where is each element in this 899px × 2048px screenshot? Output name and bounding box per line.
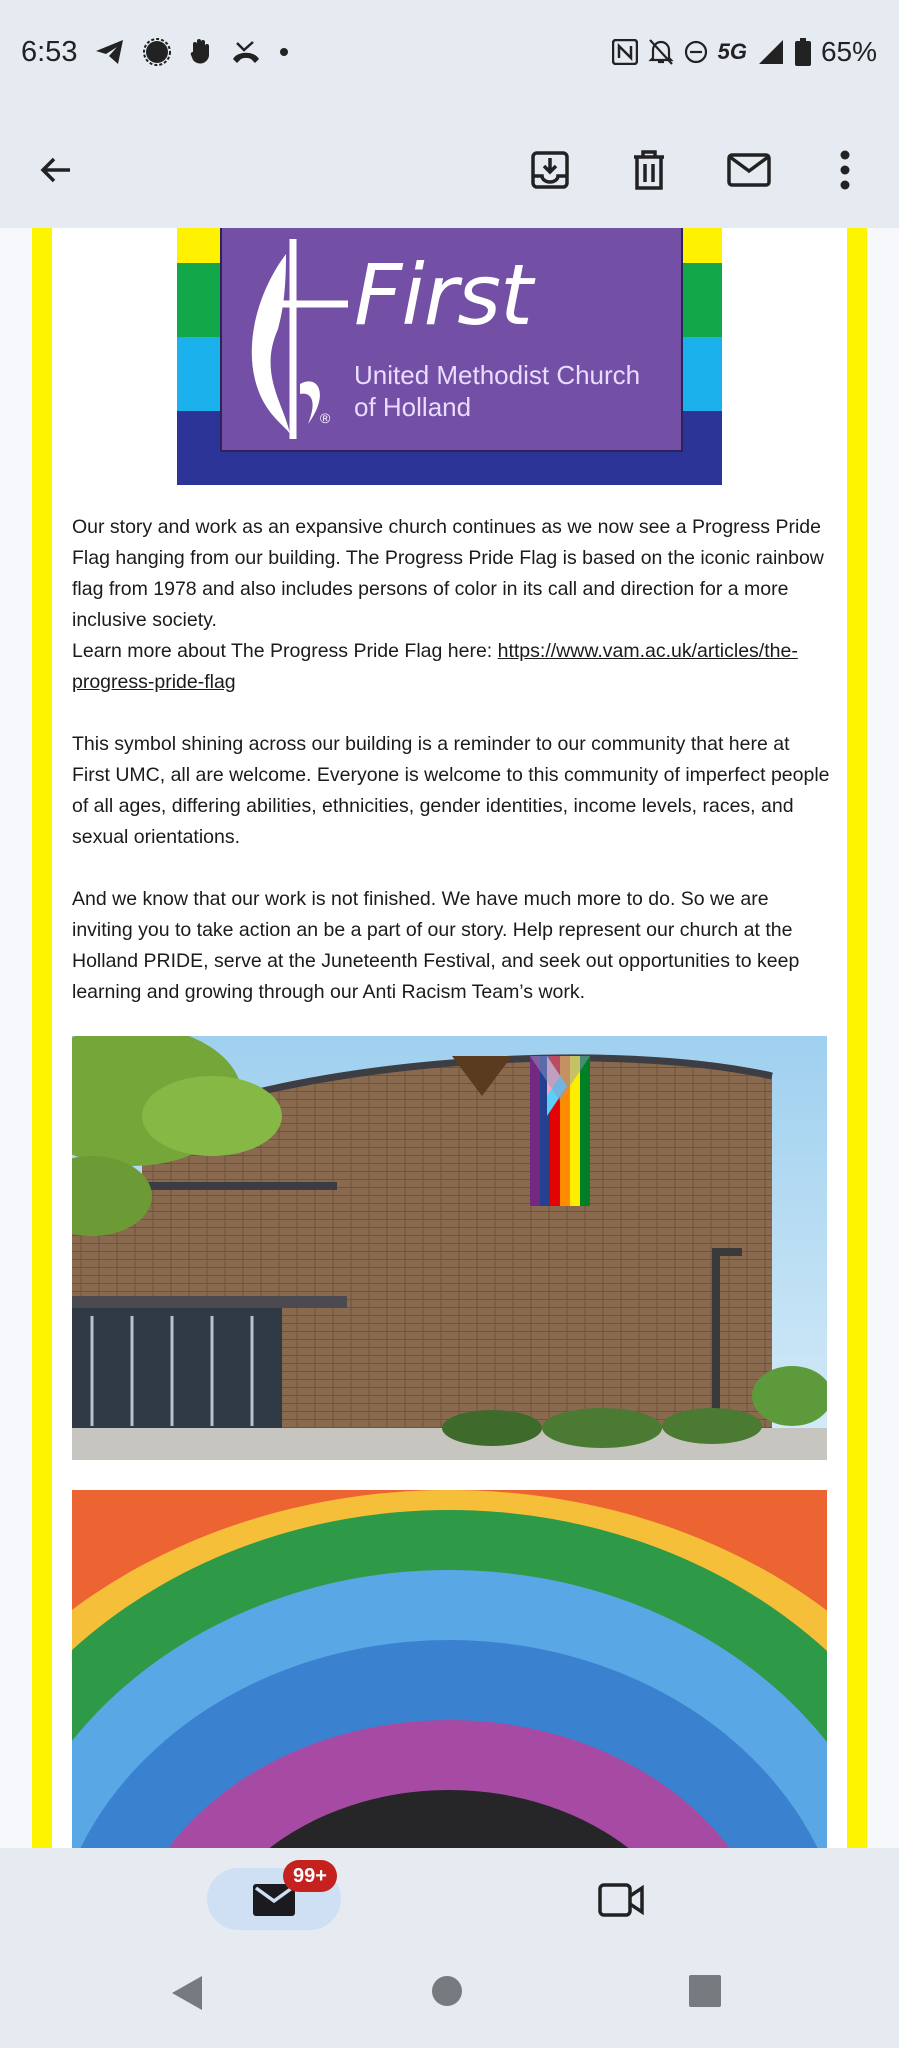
mail-unread-badge: 99+	[283, 1860, 337, 1892]
battery-icon	[795, 38, 811, 66]
system-recents-button[interactable]	[688, 1974, 738, 2024]
status-bar	[0, 0, 899, 112]
network-5g-icon: 5G	[717, 39, 747, 64]
paragraph-pride-flag	[72, 512, 832, 698]
logo-registered: ®	[320, 410, 331, 426]
rainbow-painting-photo[interactable]	[72, 1490, 827, 1848]
system-back-button[interactable]	[170, 1974, 220, 2024]
missed-call-icon	[231, 39, 261, 65]
mute-icon	[648, 38, 674, 66]
paragraph-welcome: This symbol shining across our building is a reminder to our community that here at First UMC, all are welcome. Everyone is welcome to this community of imperfect people of all ages, differing abilities, ethnicities, gender identities, income levels, races, and sexual orientations.	[72, 733, 830, 848]
church-building-image	[72, 1036, 827, 1460]
archive-icon	[530, 150, 570, 190]
notification-icons	[95, 38, 289, 66]
back-button[interactable]	[26, 140, 86, 200]
learn-more-label: Learn more about The Progress Pride Flag here:	[72, 640, 498, 662]
nfc-icon	[612, 39, 638, 65]
video-icon	[598, 1883, 644, 1917]
pride-flag-link[interactable]: https://www.vam.ac.uk/articles/the-progress-pride-flag	[72, 640, 798, 693]
logo-subtitle-line1: United Methodist Church	[354, 360, 641, 390]
mark-unread-button[interactable]	[719, 140, 779, 200]
church-logo	[177, 228, 722, 485]
square-recents-icon	[688, 1974, 722, 2008]
more-options-button[interactable]	[815, 140, 875, 200]
yellow-frame-right	[847, 228, 867, 1848]
triangle-back-icon	[170, 1974, 204, 2012]
telegram-icon	[95, 39, 125, 65]
meet-tab[interactable]	[586, 1870, 656, 1930]
dnd-icon	[684, 40, 708, 64]
yellow-frame-left	[32, 228, 52, 1848]
system-navigation	[0, 1952, 899, 2048]
logo-title: First	[354, 246, 532, 344]
signal-icon	[143, 38, 171, 66]
painted-rainbow-image	[72, 1490, 827, 1848]
hand-icon	[189, 38, 213, 66]
battery-percent: 65%	[820, 36, 877, 67]
status-time: 6:53	[21, 36, 78, 68]
system-status-icons	[612, 36, 877, 68]
cell-signal-icon	[757, 38, 785, 66]
arrow-left-icon	[38, 152, 74, 188]
church-building-photo[interactable]	[72, 1036, 827, 1460]
circle-home-icon	[430, 1974, 464, 2008]
logo-purple-panel	[220, 228, 683, 452]
paragraph1-text: Our story and work as an expansive church continues as we now see a Progress Pride Flag hanging from our building. The Progress Pride Flag is based on the iconic rainbow flag from 1978 and also includes persons of color in its call and direction for a more inclusive society.	[72, 516, 824, 631]
cross-flame-icon	[238, 234, 348, 444]
system-home-button[interactable]	[430, 1974, 480, 2024]
trash-icon	[631, 150, 667, 190]
more-vert-icon	[839, 150, 851, 190]
archive-button[interactable]	[520, 140, 580, 200]
email-toolbar	[0, 112, 899, 228]
delete-button[interactable]	[619, 140, 679, 200]
mail-icon	[727, 153, 771, 187]
logo-subtitle-line2: of Holland	[354, 392, 472, 422]
email-body[interactable]	[0, 228, 899, 1848]
paragraph-action: And we know that our work is not finished. We have much more to do. So we are inviting you to take action an be a part of our story. Help represent our church at the Holland PRIDE, serve at the Juneteenth Festival, and seek out opportunities to keep learning and growing through our Anti Racism Team’s work.	[72, 888, 800, 1003]
bottom-navigation	[0, 1848, 899, 1952]
dot-icon	[279, 47, 289, 57]
